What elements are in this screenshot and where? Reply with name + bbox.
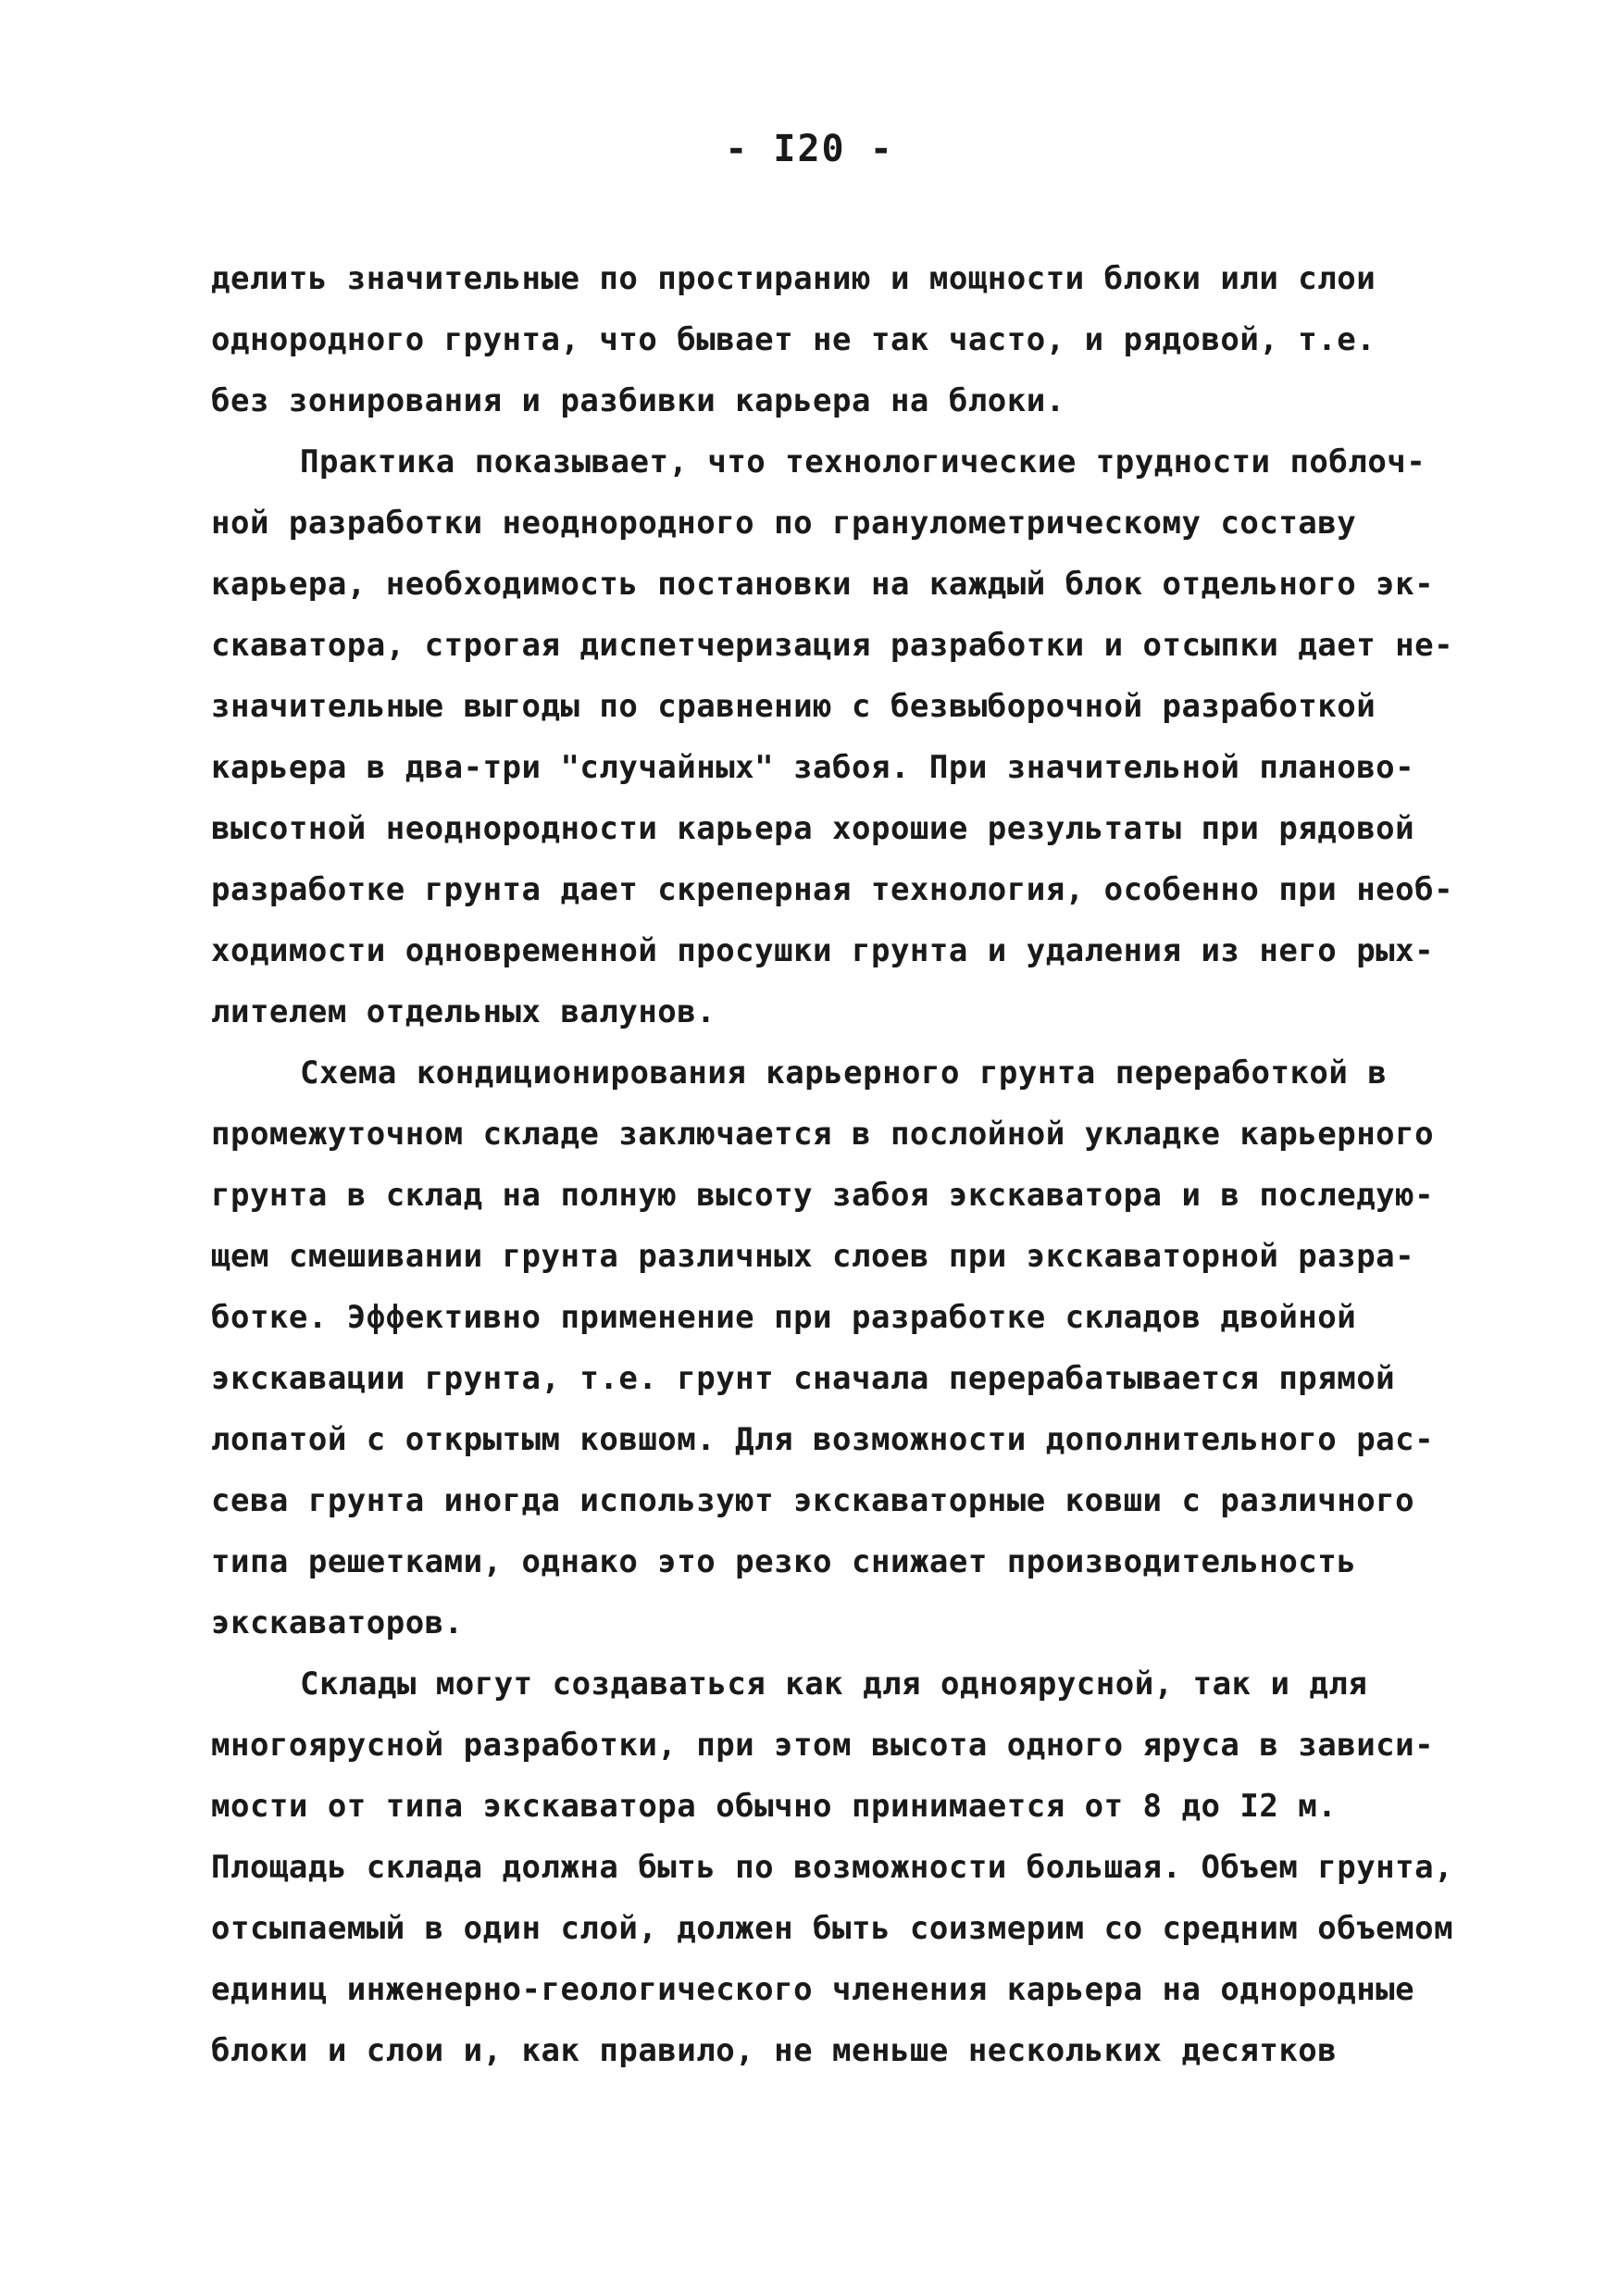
- text-line: лопатой с открытым ковшом. Для возможности дополнительного рас-: [211, 1421, 1435, 1458]
- text-line: промежуточном складе заключается в послойной укладке карьерного: [211, 1116, 1435, 1153]
- text-line: ной разработки неоднородного по гранулометрическому составу: [211, 505, 1357, 542]
- text-line: щем смешивании грунта различных слоев при экскаваторной разра-: [211, 1238, 1415, 1275]
- text-line: скаватора, строгая диспетчеризация разработки и отсыпки дает не-: [211, 627, 1454, 664]
- paragraph-start-line: Склады могут создаваться как для одноярусной, так и для: [300, 1666, 1368, 1703]
- text-line: блоки и слои и, как правило, не меньше нескольких десятков: [211, 2032, 1338, 2069]
- text-line: отсыпаемый в один слой, должен быть соизмерим со средним объемом: [211, 1910, 1454, 1947]
- text-line: делить значительные по простиранию и мощности блоки или слои: [211, 260, 1376, 297]
- text-line: экскавации грунта, т.е. грунт сначала перерабатывается прямой: [211, 1360, 1396, 1397]
- text-line: разработке грунта дает скреперная технология, особенно при необ-: [211, 871, 1454, 908]
- page-number: - I20 -: [725, 128, 894, 170]
- text-line: ходимости одновременной просушки грунта и удаления из него рых-: [211, 932, 1435, 969]
- text-line: мости от типа экскаватора обычно принимается от 8 до I2 м.: [211, 1788, 1338, 1825]
- text-line: однородного грунта, что бывает не так часто, и рядовой, т.е.: [211, 321, 1376, 358]
- text-line: типа решетками, однако это резко снижает производительность: [211, 1543, 1357, 1580]
- text-line: экскаваторов.: [211, 1604, 464, 1641]
- text-line: сева грунта иногда используют экскаваторные ковши с различного: [211, 1482, 1415, 1519]
- text-line: единиц инженерно-геологического членения карьера на однородные: [211, 1971, 1415, 2008]
- text-line: карьера в два-три "случайных" забоя. При значительной планово-: [211, 749, 1415, 786]
- text-line: многоярусной разработки, при этом высота одного яруса в зависи-: [211, 1727, 1435, 1764]
- text-line: карьера, необходимость постановки на каждый блок отдельного эк-: [211, 566, 1435, 603]
- text-line: ботке. Эффективно применение при разработке складов двойной: [211, 1299, 1357, 1336]
- paragraph-start-line: Практика показывает, что технологические трудности поблоч-: [300, 443, 1426, 480]
- text-line: грунта в склад на полную высоту забоя экскаватора и в последую-: [211, 1177, 1435, 1214]
- body-text: [211, 248, 1454, 2081]
- text-line: значительные выгоды по сравнению с безвыборочной разработкой: [211, 688, 1376, 725]
- text-line: Площадь склада должна быть по возможности большая. Объем грунта,: [211, 1849, 1454, 1886]
- text-line: высотной неоднородности карьера хорошие результаты при рядовой: [211, 810, 1415, 847]
- text-line: без зонирования и разбивки карьера на блоки.: [211, 382, 1065, 419]
- text-line: лителем отдельных валунов.: [211, 993, 716, 1030]
- paragraph-start-line: Схема кондиционирования карьерного грунта переработкой в: [300, 1054, 1388, 1092]
